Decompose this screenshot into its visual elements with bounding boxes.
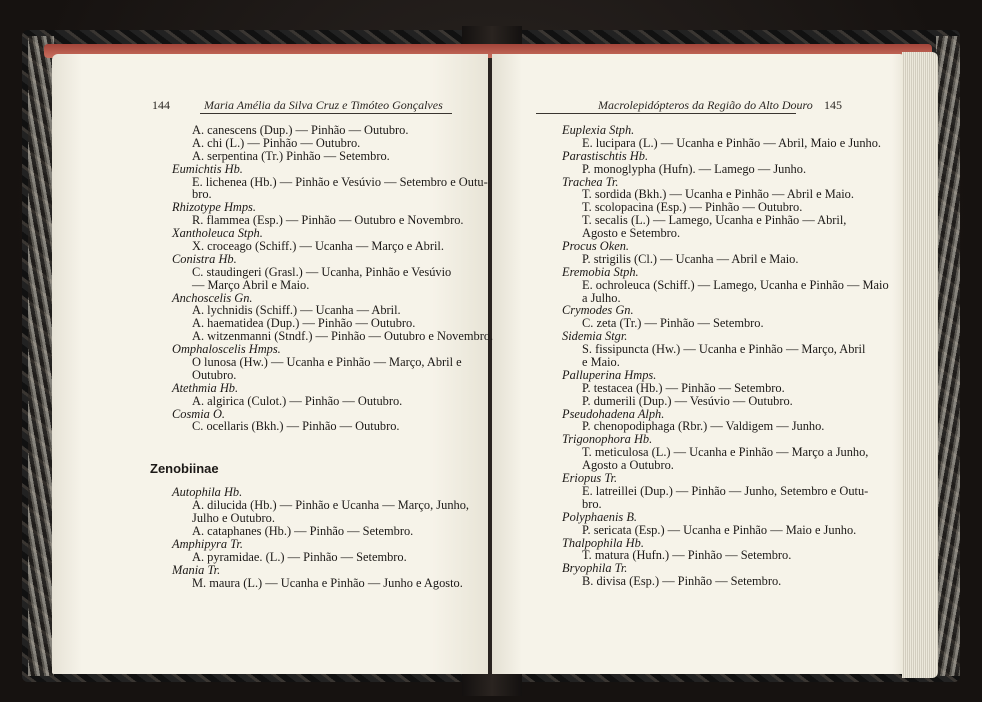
species-line: A. chi (L.) — Pinhão — Outubro. bbox=[192, 135, 361, 150]
genus-line: Anchoscelis Gn. bbox=[172, 290, 253, 305]
species-line: T. secalis (L.) — Lamego, Ucanha e Pinhão — Abril, bbox=[582, 213, 847, 228]
species-line: P. chenopodiphaga (Rbr.) — Valdigem — Junho. bbox=[582, 419, 825, 434]
genus-line: Pseudohadena Alph. bbox=[562, 406, 665, 421]
continuation-line: a Julho. bbox=[582, 290, 621, 305]
species-line: P. sericata (Esp.) — Ucanha e Pinhão — Maio e Junho. bbox=[582, 522, 857, 537]
genus-line: Autophila Hb. bbox=[172, 485, 243, 500]
continuation-line: Outubro. bbox=[192, 367, 237, 382]
genus-line: Xantholeuca Stph. bbox=[172, 226, 263, 241]
species-line: M. maura (L.) — Ucanha e Pinhão — Junho e Agosto. bbox=[192, 575, 463, 590]
species-line: A. witzenmanni (Stndf.) — Pinhão — Outubro e Novembro. bbox=[192, 329, 494, 344]
species-line: A. canescens (Dup.) — Pinhão — Outubro. bbox=[192, 123, 409, 137]
continuation-line: bro. bbox=[192, 187, 212, 202]
left-header-rule bbox=[200, 113, 452, 114]
species-line: A. haematidea (Dup.) — Pinhão — Outubro. bbox=[192, 316, 416, 331]
genus-line: Polyphaenis B. bbox=[562, 509, 638, 524]
genus-line: Sidemia Stgr. bbox=[562, 329, 628, 344]
species-line: T. matura (Hufn.) — Pinhão — Setembro. bbox=[582, 548, 792, 563]
continuation-line: Agosto a Outubro. bbox=[582, 458, 674, 473]
species-line: O lunosa (Hw.) — Ucanha e Pinhão — Março, Abril e bbox=[192, 355, 462, 370]
marbled-cover-edge-left bbox=[28, 36, 54, 676]
continuation-line: e Maio. bbox=[582, 355, 620, 370]
genus-line: Trigonophora Hb. bbox=[562, 432, 653, 447]
genus-line: Thalpophila Hb. bbox=[562, 535, 644, 550]
right-text-column bbox=[540, 123, 889, 589]
species-line: T. scolopacina (Esp.) — Pinhão — Outubro. bbox=[582, 200, 803, 215]
right-header-rule bbox=[536, 113, 796, 114]
right-running-title: Macrolepidópteros da Região do Alto Douro bbox=[598, 98, 813, 112]
genus-line: Amphipyra Tr. bbox=[172, 536, 243, 551]
species-line: C. ocellaris (Bkh.) — Pinhão — Outubro. bbox=[192, 419, 400, 434]
genus-line: Procus Oken. bbox=[562, 239, 629, 254]
left-running-title: Maria Amélia da Silva Cruz e Timóteo Gonçalves bbox=[204, 98, 443, 112]
continuation-line: Agosto e Setembro. bbox=[582, 226, 681, 241]
right-running-head bbox=[598, 98, 842, 114]
subfamily-heading: Zenobiinae bbox=[150, 461, 219, 477]
left-page-number: 144 bbox=[152, 98, 170, 112]
species-line: A. pyramidae. (L.) — Pinhão — Setembro. bbox=[192, 549, 407, 564]
species-line: A. serpentina (Tr.) Pinhão — Setembro. bbox=[192, 148, 390, 163]
genus-line: Conistra Hb. bbox=[172, 251, 237, 266]
genus-line: Cosmia O. bbox=[172, 406, 226, 421]
species-line: A. dilucida (Hb.) — Pinhão e Ucanha — Março, Junho, bbox=[192, 498, 470, 513]
genus-line: Eumichtis Hb. bbox=[172, 161, 243, 176]
species-line: A. lychnidis (Schiff.) — Ucanha — Abril. bbox=[192, 303, 401, 318]
species-line: T. sordida (Bkh.) — Ucanha e Pinhão — Abril e Maio. bbox=[582, 187, 854, 202]
genus-line: Mania Tr. bbox=[172, 562, 221, 577]
species-line: E. latreillei (Dup.) — Pinhão — Junho, Setembro e Outu- bbox=[582, 483, 869, 498]
species-line: C. staudingeri (Grasl.) — Ucanha, Pinhão e Vesúvio bbox=[192, 264, 452, 279]
species-line: P. monoglypha (Hufn). — Lamego — Junho. bbox=[582, 161, 807, 176]
left-text-column bbox=[150, 123, 494, 590]
species-line: S. fissipuncta (Hw.) — Ucanha e Pinhão — Março, Abril bbox=[582, 342, 866, 357]
continuation-line: bro. bbox=[582, 496, 602, 511]
genus-line: Rhizotype Hmps. bbox=[172, 200, 256, 215]
species-line: X. croceago (Schiff.) — Ucanha — Março e Abril. bbox=[192, 239, 444, 254]
species-line: R. flammea (Esp.) — Pinhão — Outubro e Novembro. bbox=[192, 213, 464, 228]
species-line: P. strigilis (Cl.) — Ucanha — Abril e Maio. bbox=[582, 251, 799, 266]
page-stack-edge bbox=[902, 52, 938, 678]
genus-line: Trachea Tr. bbox=[562, 174, 619, 189]
species-line: T. meticulosa (L.) — Ucanha e Pinhão — Março a Junho, bbox=[582, 445, 869, 460]
left-running-head bbox=[152, 98, 452, 114]
species-line: P. testacea (Hb.) — Pinhão — Setembro. bbox=[582, 380, 785, 395]
continuation-line: Julho e Outubro. bbox=[192, 511, 275, 526]
genus-line: Eriopus Tr. bbox=[562, 471, 618, 486]
genus-line: Eremobia Stph. bbox=[562, 264, 639, 279]
species-line: C. zeta (Tr.) — Pinhão — Setembro. bbox=[582, 316, 764, 331]
genus-line: Euplexia Stph. bbox=[562, 123, 635, 137]
genus-line: Atethmia Hb. bbox=[172, 380, 239, 395]
species-line: B. divisa (Esp.) — Pinhão — Setembro. bbox=[582, 574, 782, 589]
continuation-line: — Março Abril e Maio. bbox=[192, 277, 310, 292]
species-line: E. lichenea (Hb.) — Pinhão e Vesúvio — Setembro e Outu- bbox=[192, 174, 488, 189]
species-line: P. dumerili (Dup.) — Vesúvio — Outubro. bbox=[582, 393, 793, 408]
species-line: A. cataphanes (Hb.) — Pinhão — Setembro. bbox=[192, 523, 414, 538]
species-line: A. algirica (Culot.) — Pinhão — Outubro. bbox=[192, 393, 403, 408]
marbled-cover-edge-right bbox=[936, 36, 960, 676]
right-page-number: 145 bbox=[824, 98, 842, 112]
species-line: E. lucipara (L.) — Ucanha e Pinhão — Abril, Maio e Junho. bbox=[582, 135, 882, 150]
genus-line: Omphaloscelis Hmps. bbox=[172, 342, 281, 357]
genus-line: Parastischtis Hb. bbox=[562, 148, 649, 163]
genus-line: Palluperina Hmps. bbox=[562, 367, 657, 382]
species-line: E. ochroleuca (Schiff.) — Lamego, Ucanha e Pinhão — Maio bbox=[582, 277, 889, 292]
section-gap bbox=[150, 433, 460, 463]
genus-line: Bryophila Tr. bbox=[562, 561, 628, 576]
genus-line: Crymodes Gn. bbox=[562, 303, 634, 318]
